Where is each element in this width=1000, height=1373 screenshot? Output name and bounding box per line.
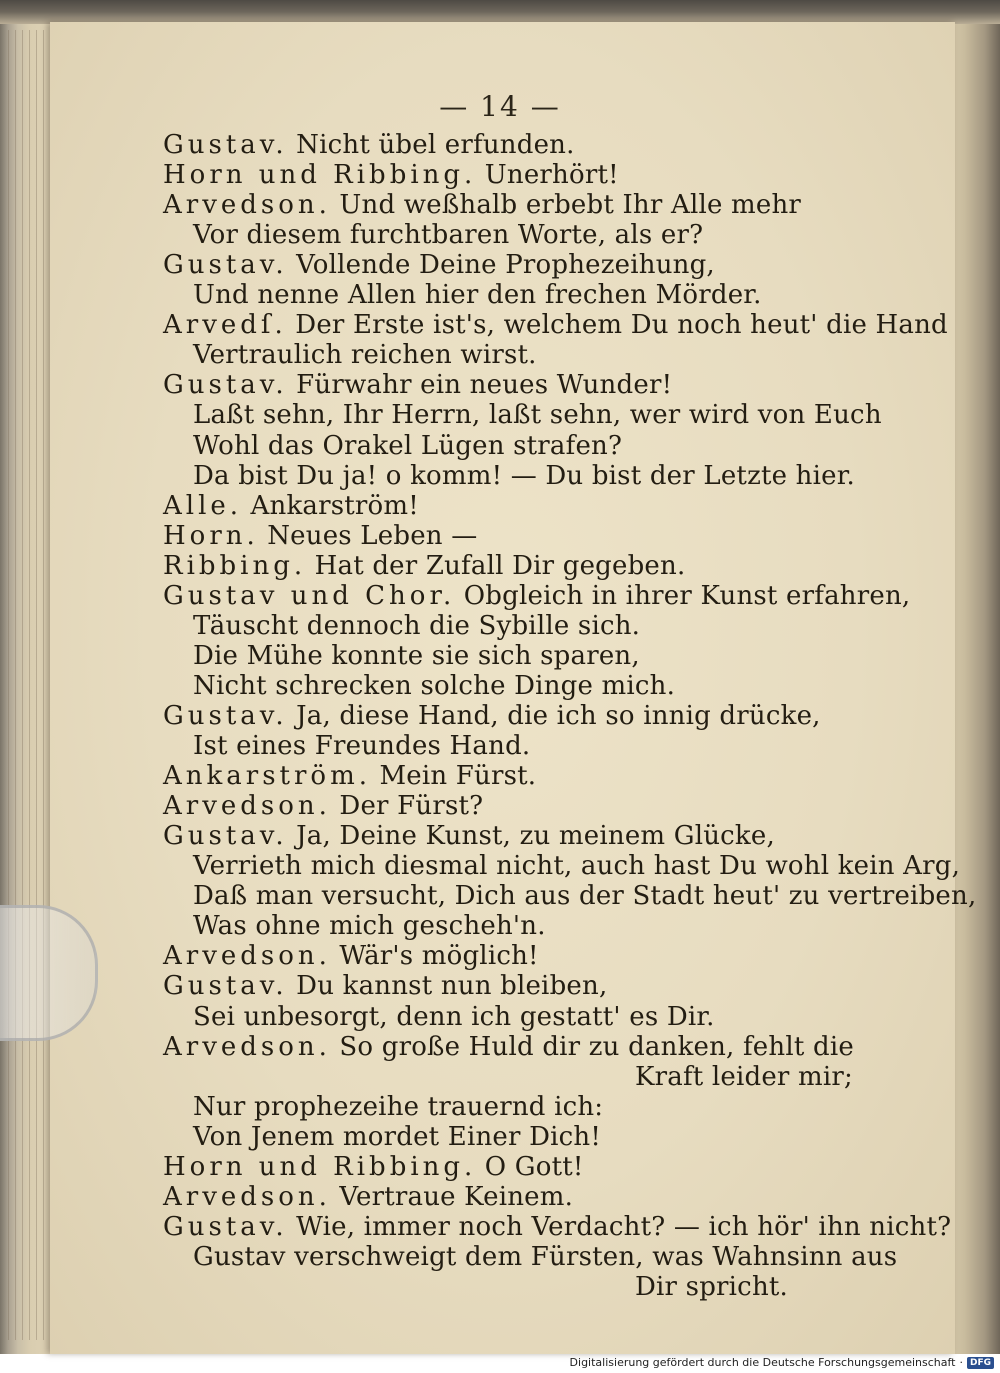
verse-line	[193, 911, 546, 941]
verse-line	[193, 1092, 603, 1122]
line-text: Und weßhalb erbebt Ihr Alle mehr	[339, 190, 802, 220]
line-text: Was ohne mich gescheh'n.	[193, 911, 546, 941]
verse-line	[163, 310, 948, 340]
verse-line	[193, 671, 675, 701]
speaker-name: Arvedson.	[163, 190, 331, 220]
speaker-name: Gustav.	[163, 1212, 288, 1242]
verse-line	[163, 581, 910, 611]
line-text: Ja, Deine Kunst, zu meinem Glücke,	[296, 821, 775, 851]
verse-line	[163, 971, 607, 1001]
speaker-name: Gustav.	[163, 701, 288, 731]
verse-line	[193, 1242, 897, 1272]
verse-line	[635, 1062, 853, 1092]
speaker-name: Alle.	[163, 491, 243, 521]
speaker-name: Horn und Ribbing.	[163, 1152, 477, 1182]
verse-line	[193, 881, 976, 911]
speaker-name: Gustav.	[163, 971, 288, 1001]
footer-credit: Digitalisierung gefördert durch die Deutsche Forschungsgemeinschaft	[569, 1356, 956, 1369]
verse-line	[163, 521, 477, 551]
verse-line	[163, 1032, 854, 1062]
verse-line	[163, 551, 685, 581]
verse-line	[193, 641, 640, 671]
speaker-name: Arvedson.	[163, 791, 331, 821]
line-text: Sei unbesorgt, denn ich gestatt' es Dir.	[193, 1002, 715, 1032]
line-text: Ankarström!	[250, 491, 419, 521]
speaker-name: Arvedson.	[163, 941, 331, 971]
line-text: Du kannst nun bleiben,	[296, 971, 608, 1001]
speaker-name: Arvedson.	[163, 1032, 331, 1062]
verse-line	[163, 491, 419, 521]
speaker-name: Gustav.	[163, 821, 288, 851]
line-text: Ja, diese Hand, die ich so innig drücke,	[296, 701, 821, 731]
line-text: Fürwahr ein neues Wunder!	[296, 370, 673, 400]
speaker-name: Horn und Ribbing.	[163, 160, 477, 190]
verse-line	[193, 611, 640, 641]
verse-line	[163, 250, 715, 280]
verse-line	[193, 731, 530, 761]
speaker-name: Gustav.	[163, 370, 288, 400]
line-text: Vertraue Keinem.	[339, 1182, 574, 1212]
line-text: Von Jenem mordet Einer Dich!	[193, 1122, 602, 1152]
line-text: Da bist Du ja! o komm! — Du bist der Letzte hier.	[193, 461, 855, 491]
line-text: Hat der Zufall Dir gegeben.	[314, 551, 686, 581]
verse-line	[193, 851, 960, 881]
verse-line	[163, 1152, 584, 1182]
book-page-edges	[8, 30, 48, 1340]
line-text: O Gott!	[484, 1152, 584, 1182]
line-text: Und nenne Allen hier den frechen Mörder.	[193, 280, 762, 310]
verse-line	[163, 190, 801, 220]
speaker-name: Ribbing.	[163, 551, 307, 581]
line-text: Verrieth mich diesmal nicht, auch hast Du wohl kein Arg,	[193, 851, 961, 881]
verse-line	[163, 701, 821, 731]
speaker-name: Horn.	[163, 521, 259, 551]
speaker-name: Gustav.	[163, 250, 288, 280]
line-text: Mein Fürst.	[379, 761, 537, 791]
line-text: Nur prophezeihe trauernd ich:	[193, 1092, 604, 1122]
line-text: Der Erste ist's, welchem Du noch heut' die Hand	[295, 310, 948, 340]
verse-line	[193, 220, 703, 250]
dfg-logo: DFG	[967, 1357, 994, 1369]
verse-line	[163, 791, 483, 821]
line-text: Täuscht dennoch die Sybille sich.	[193, 611, 641, 641]
verse-line	[635, 1272, 788, 1302]
speaker-name: Gustav.	[163, 130, 288, 160]
footer	[570, 1356, 994, 1369]
page-number: — 14 —	[439, 90, 561, 123]
verse-line	[163, 821, 775, 851]
line-text: Gustav verschweigt dem Fürsten, was Wahnsinn aus	[193, 1242, 898, 1272]
line-text: Nicht übel erfunden.	[296, 130, 575, 160]
speaker-name: Gustav und Chor.	[163, 581, 456, 611]
scanner-top-edge	[0, 0, 1000, 24]
footer-separator: ·	[959, 1356, 963, 1369]
verse-line	[193, 1002, 715, 1032]
verse-line	[163, 1182, 573, 1212]
line-text: Wohl das Orakel Lügen strafen?	[193, 431, 623, 461]
line-text: Die Mühe konnte sie sich sparen,	[193, 641, 640, 671]
verse-line	[163, 370, 672, 400]
line-text: Dir spricht.	[635, 1272, 789, 1302]
speaker-name: Arvedson.	[163, 1182, 331, 1212]
speaker-name: Arvedſ.	[163, 310, 287, 340]
speaker-name: Ankarström.	[163, 761, 371, 791]
line-text: Vor diesem furchtbaren Worte, als er?	[193, 220, 704, 250]
line-text: Daß man versucht, Dich aus der Stadt heut' zu vertreiben,	[193, 881, 977, 911]
verse-line	[193, 400, 882, 430]
line-text: Obgleich in ihrer Kunst erfahren,	[463, 581, 911, 611]
verse-line	[163, 941, 539, 971]
verse-line	[193, 280, 762, 310]
line-text: Der Fürst?	[339, 791, 484, 821]
line-text: So große Huld dir zu danken, fehlt die	[339, 1032, 854, 1062]
line-text: Nicht schrecken solche Dinge mich.	[193, 671, 676, 701]
line-text: Ist eines Freundes Hand.	[193, 731, 531, 761]
line-text: Kraft leider mir;	[635, 1062, 853, 1092]
line-text: Vertraulich reichen wirst.	[193, 340, 537, 370]
verse-line	[193, 431, 622, 461]
verse-line	[163, 130, 575, 160]
verse-line	[163, 761, 536, 791]
line-text: Vollende Deine Prophezeihung,	[296, 250, 715, 280]
verse-line	[163, 160, 619, 190]
line-text: Laßt sehn, Ihr Herrn, laßt sehn, wer wird von Euch	[193, 400, 882, 430]
line-text: Unerhört!	[484, 160, 619, 190]
line-text: Neues Leben —	[267, 521, 478, 551]
verse-line	[193, 340, 537, 370]
verse-line	[163, 1212, 951, 1242]
line-text: Wär's möglich!	[339, 941, 539, 971]
line-text: Wie, immer noch Verdacht? — ich hör' ihn nicht?	[296, 1212, 952, 1242]
verse-line	[193, 1122, 601, 1152]
verse-line	[193, 461, 855, 491]
